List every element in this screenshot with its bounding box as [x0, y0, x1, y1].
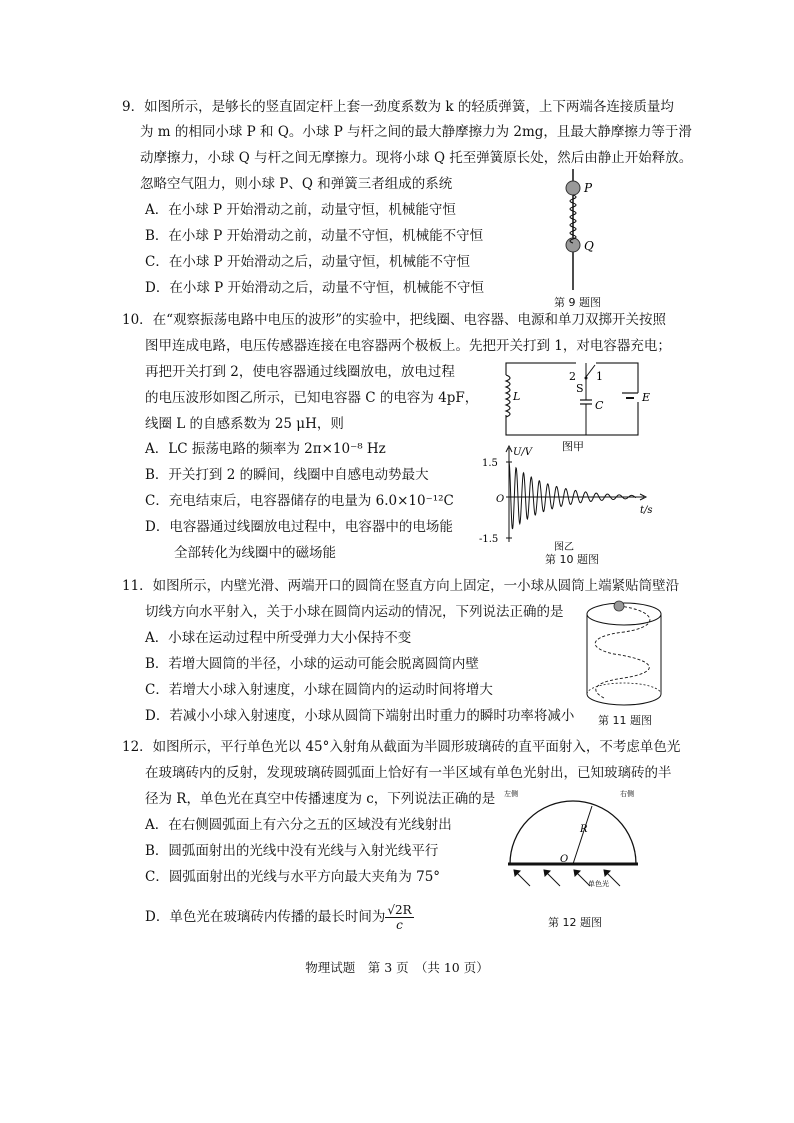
q12-fraction-numerator: √2R — [387, 903, 412, 917]
q10-option-c: C．充电结束后，电容器储存的电量为 6.0×10⁻¹²C — [145, 493, 454, 509]
q11-option-b: B．若增大圆筒的半径，小球的运动可能会脱离圆筒内壁 — [145, 656, 479, 672]
graph-origin: O — [496, 494, 505, 505]
q11-cylinder-figure — [584, 598, 664, 710]
graph-xlabel: t/s — [640, 505, 653, 516]
q12-option-d — [145, 903, 414, 932]
q11-option-a: A．小球在运动过程中所受弹力大小保持不变 — [145, 630, 412, 646]
q10-line-4: 的电压波形如图乙所示，已知电容器 C 的电容为 4pF， — [145, 390, 479, 406]
q9-option-a: A．在小球 P 开始滑动之前，动量守恒，机械能守恒 — [145, 202, 456, 218]
graph-ytop: 1.5 — [482, 458, 498, 469]
q9-line-3: 动摩擦力，小球 Q 与杆之间无摩擦力。现将小球 Q 托至弹簧原长处，然后由静止开始释放。 — [140, 150, 693, 166]
q9-figure — [540, 165, 620, 310]
q9-option-b: B．在小球 P 开始滑动之前，动量不守恒，机械能不守恒 — [145, 228, 484, 244]
q9-option-d: D．在小球 P 开始滑动之后，动量不守恒，机械能不守恒 — [145, 280, 484, 296]
q10-line-3: 再把开关打到 2，使电容器通过线圈放电，放电过程 — [145, 364, 455, 380]
q12-fraction-denominator: c — [396, 918, 403, 932]
q10-circuit-figure — [496, 355, 656, 455]
q12-label-left: 左侧 — [504, 790, 518, 798]
circuit-label-l: L — [513, 390, 521, 403]
q10-option-d-cont: 全部转化为线圈中的磁场能 — [174, 545, 336, 561]
circuit-label-pos1: 1 — [596, 370, 603, 383]
q11-option-d: D．若减小小球入射速度，小球从圆筒下端射出时重力的瞬时功率将减小 — [145, 708, 575, 724]
q12-option-d-fraction — [385, 903, 413, 932]
q9-label-p: P — [584, 181, 593, 195]
q12-line-3: 径为 R，单色光在真空中传播速度为 c，下列说法正确的是 — [145, 791, 496, 807]
q10-line-2: 图甲连成电路，电压传感器连接在电容器两个极板上。先把开关打到 1，对电容器充电； — [145, 338, 671, 354]
q12-option-b: B．圆弧面射出的光线中没有光线与入射光线平行 — [145, 843, 439, 859]
q10-waveform-figure — [476, 442, 661, 552]
q9-caption: 第 9 题图 — [554, 296, 601, 309]
q10-option-b: B．开关打到 2 的瞬间，线圈中自感电动势最大 — [145, 467, 429, 483]
q11-option-c: C．若增大小球入射速度，小球在圆筒内的运动时间将增大 — [145, 682, 493, 698]
q9-line-2: 为 m 的相同小球 P 和 Q。小球 P 与杆之间的最大静摩擦力为 2mg，且最大静摩擦力等于滑 — [140, 124, 692, 140]
q9-line-1: 9．如图所示，是够长的竖直固定杆上套一劲度系数为 k 的轻质弹簧，上下两端各连接质量均 — [122, 99, 674, 115]
circuit-label-s: S — [576, 382, 584, 395]
q10-option-a: A．LC 振荡电路的频率为 2π×10⁻⁸ Hz — [145, 441, 386, 457]
circuit-label-e: E — [642, 391, 651, 404]
q10-line-5: 线圈 L 的自感系数为 25 μH，则 — [145, 416, 344, 432]
q10-option-d: D．电容器通过线圈放电过程中，电容器中的电场能 — [145, 519, 453, 535]
q12-caption: 第 12 题图 — [548, 916, 602, 929]
q12-option-a: A．在右侧圆弧面上有六分之五的区域没有光线射出 — [145, 817, 452, 833]
graph-caption: 图乙 — [554, 542, 574, 552]
q9-option-c: C．在小球 P 开始滑动之后，动量守恒，机械能不守恒 — [145, 254, 470, 270]
q12-option-d-text: D．单色光在玻璃砖内传播的最长时间为 — [145, 909, 386, 925]
q10-caption: 第 10 题图 — [545, 553, 599, 566]
page-footer: 物理试题 第 3 页 （共 10 页） — [305, 960, 489, 975]
graph-ybottom: -1.5 — [479, 534, 499, 545]
q12-option-c: C．圆弧面射出的光线与水平方向最大夹角为 75° — [145, 869, 441, 885]
q12-label-r: R — [580, 824, 588, 835]
circuit-label-c: C — [595, 399, 604, 412]
q9-line-4: 忽略空气阻力，则小球 P、Q 和弹簧三者组成的系统 — [140, 176, 453, 192]
graph-ylabel: U/V — [513, 447, 533, 458]
circuit-label-pos2: 2 — [569, 370, 576, 383]
q12-label-o: O — [560, 854, 569, 865]
q10-line-1: 10．在“观察振荡电路中电压的波形”的实验中，把线圈、电容器、电源和单刀双掷开关按照 — [122, 312, 666, 328]
q12-label-light: 单色光 — [588, 880, 609, 888]
q11-caption: 第 11 题图 — [598, 714, 652, 727]
q12-line-2: 在玻璃砖内的反射，发现玻璃砖圆弧面上恰好有一半区域有单色光射出，已知玻璃砖的半 — [145, 765, 672, 781]
q12-line-1: 12．如图所示，平行单色光以 45°入射角从截面为半圆形玻璃砖的直平面射入，不考虑单色光 — [122, 739, 681, 755]
q9-label-q: Q — [584, 239, 594, 253]
q11-line-2: 切线方向水平射入，关于小球在圆筒内运动的情况，下列说法正确的是 — [145, 604, 564, 620]
q11-line-1: 11．如图所示，内壁光滑、两端开口的圆筒在竖直方向上固定，一小球从圆筒上端紧贴筒壁沿 — [122, 578, 680, 594]
q12-label-right: 右侧 — [620, 790, 634, 798]
circuit-caption: 图甲 — [562, 440, 584, 453]
q12-semicircle-figure — [500, 770, 650, 890]
damped-waveform — [509, 462, 636, 529]
